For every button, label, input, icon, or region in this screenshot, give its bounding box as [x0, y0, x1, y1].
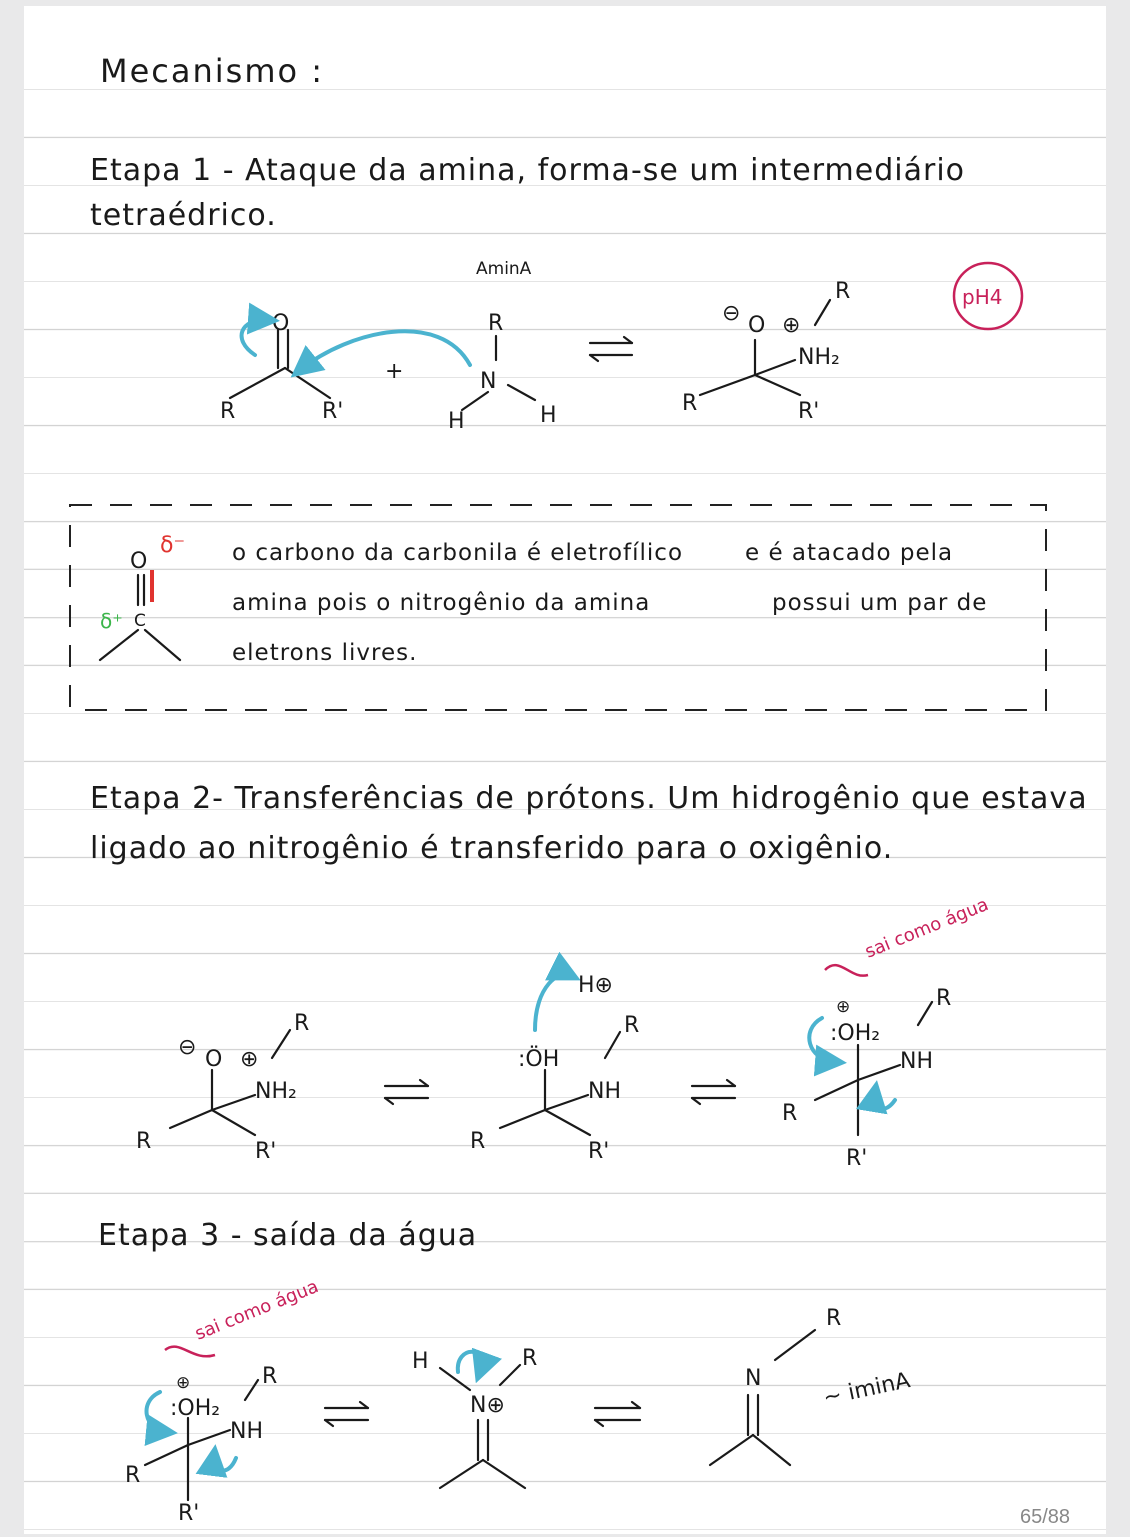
carbonyl-polarity-diagram	[100, 533, 185, 660]
step2-heading: Etapa 2- Transferências de prótons. Um hidrogênio que estava	[90, 781, 1088, 816]
atom-r: R	[136, 1129, 152, 1154]
atom-o: O	[205, 1047, 223, 1072]
atom-nh: NH	[588, 1079, 621, 1104]
atom-r: R	[522, 1346, 538, 1371]
note-line2a: amina pois o nitrogênio da amina	[232, 590, 651, 616]
atom-r: R	[826, 1306, 842, 1331]
plus-sign: +	[385, 359, 404, 384]
imine-label: ~ iminA	[821, 1368, 913, 1411]
atom-nh: NH	[900, 1049, 933, 1074]
atom-r: R	[220, 399, 236, 424]
atom-r: R	[682, 391, 698, 416]
proton-label: H⊕	[578, 973, 613, 998]
note-line1a: o carbono da carbonila é eletrofílico	[232, 540, 684, 566]
equilibrium-arrow	[385, 1080, 428, 1104]
atom-r: R	[488, 311, 504, 336]
atom-oh: :ÖH	[518, 1047, 560, 1072]
atom-nh: NH	[230, 1419, 263, 1444]
atom-r: R	[294, 1011, 310, 1036]
note-line3: eletrons livres.	[232, 640, 418, 666]
atom-oh2: :OH₂	[170, 1396, 221, 1421]
atom-o: O	[130, 549, 148, 574]
plus-charge: ⊕	[240, 1047, 259, 1072]
step2-intermediate-c	[782, 894, 992, 1171]
step2-heading-cont: ligado ao nitrogênio é transferido para o oxigênio.	[90, 831, 894, 866]
atom-r: R	[624, 1013, 640, 1038]
leaves-water-note: sai como água	[862, 894, 992, 963]
step1-heading-cont: tetraédrico.	[90, 198, 277, 233]
equilibrium-arrow	[692, 1080, 735, 1104]
minus-charge: ⊖	[722, 301, 741, 326]
atom-nh2: NH₂	[255, 1079, 297, 1104]
ketone-structure	[220, 311, 343, 424]
note-line1b: e é atacado pela	[745, 540, 954, 566]
atom-n-plus: N⊕	[470, 1393, 505, 1418]
atom-r1: R'	[846, 1146, 868, 1171]
amine-label: AminA	[476, 259, 532, 279]
atom-h: H	[540, 403, 557, 428]
page-title: Mecanismo :	[100, 52, 325, 90]
equilibrium-arrow	[590, 337, 632, 361]
step2-intermediate-b	[470, 973, 639, 1164]
atom-r1: R'	[588, 1139, 610, 1164]
atom-r: R	[782, 1101, 798, 1126]
atom-o: O	[748, 313, 766, 338]
equilibrium-arrow	[325, 1402, 368, 1426]
page-number: 65/88	[1020, 1506, 1071, 1528]
equilibrium-arrow	[595, 1402, 640, 1426]
minus-charge: ⊖	[178, 1035, 197, 1060]
step1-heading: Etapa 1 - Ataque da amina, forma-se um intermediário	[90, 153, 966, 188]
atom-r: R	[262, 1364, 278, 1389]
ph-badge-label: pH4	[962, 285, 1003, 309]
leaves-water-note: sai como água	[192, 1276, 322, 1345]
atom-r1: R'	[255, 1139, 277, 1164]
step2-intermediate-a	[136, 1011, 309, 1164]
note-line2b: possui um par de	[772, 590, 988, 616]
atom-h: H	[448, 409, 465, 434]
atom-r1: R'	[322, 399, 344, 424]
delta-plus: δ⁺	[100, 609, 123, 633]
step3-heading: Etapa 3 - saída da água	[98, 1218, 478, 1253]
imine-structure	[710, 1306, 912, 1465]
iminium-ion	[412, 1346, 537, 1488]
atom-r: R	[125, 1463, 141, 1488]
delta-minus: δ⁻	[160, 533, 186, 558]
atom-r1: R'	[798, 399, 820, 424]
atom-r: R	[835, 279, 851, 304]
plus-charge: ⊕	[176, 1373, 191, 1393]
step3-intermediate-a	[125, 1276, 322, 1526]
atom-n: N	[745, 1366, 762, 1391]
plus-charge: ⊕	[782, 313, 801, 338]
atom-c: C	[134, 611, 146, 631]
ph-badge	[954, 263, 1022, 329]
atom-o: O	[272, 311, 290, 336]
atom-r: R	[936, 986, 952, 1011]
atom-r1: R'	[178, 1501, 200, 1526]
tetrahedral-intermediate	[682, 279, 850, 424]
atom-r: R	[470, 1129, 486, 1154]
plus-charge: ⊕	[836, 997, 851, 1017]
atom-oh2: :OH₂	[830, 1021, 881, 1046]
atom-nh2: NH₂	[798, 345, 840, 370]
atom-h: H	[412, 1349, 429, 1374]
atom-n: N	[480, 369, 497, 394]
